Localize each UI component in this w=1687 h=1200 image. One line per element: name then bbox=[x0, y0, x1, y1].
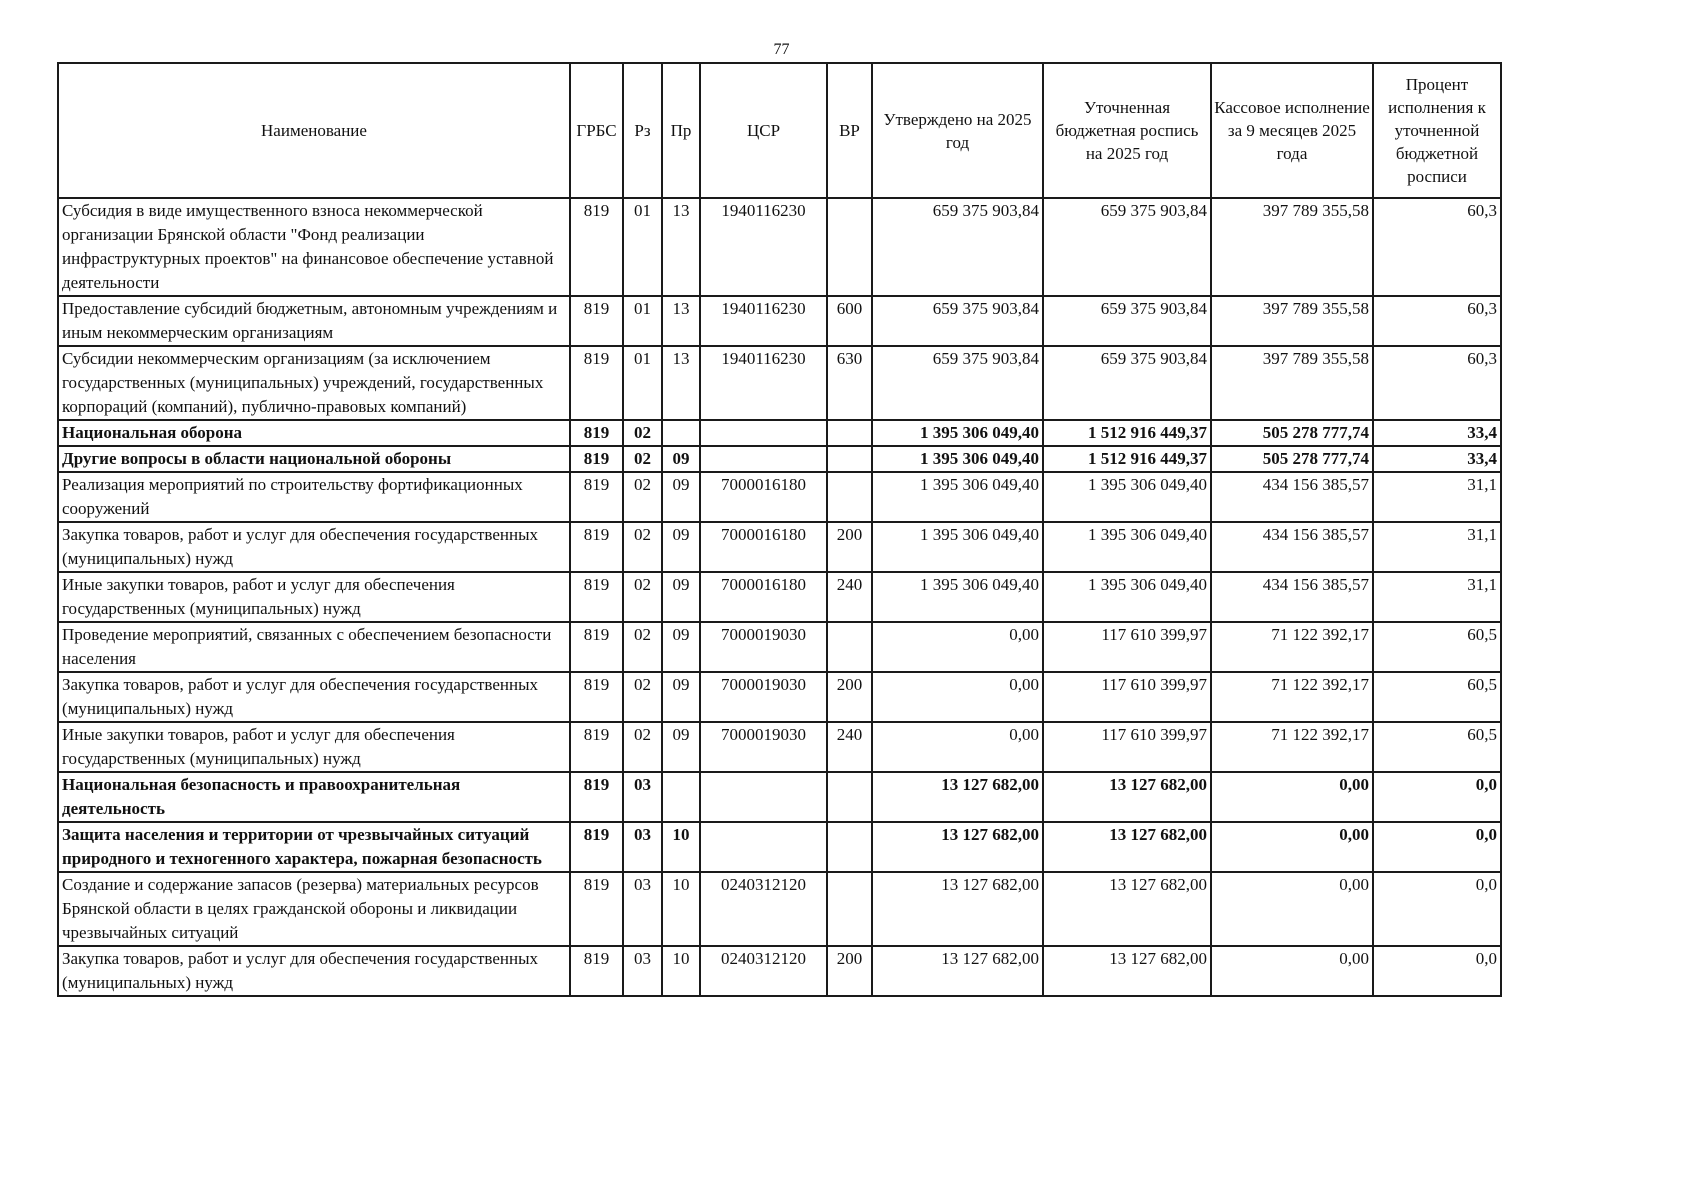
row-cash: 434 156 385,57 bbox=[1211, 572, 1373, 622]
table-header bbox=[58, 63, 1501, 198]
row-refined: 1 512 916 449,37 bbox=[1043, 420, 1211, 446]
row-grbs: 819 bbox=[570, 522, 623, 572]
row-approved: 659 375 903,84 bbox=[872, 198, 1043, 296]
row-cash: 397 789 355,58 bbox=[1211, 198, 1373, 296]
row-approved: 0,00 bbox=[872, 672, 1043, 722]
header-name: Наименование bbox=[58, 63, 570, 198]
row-csr: 7000019030 bbox=[700, 622, 827, 672]
row-csr: 1940116230 bbox=[700, 346, 827, 420]
row-name: Иные закупки товаров, работ и услуг для обеспечения государственных (муниципальных) нужд bbox=[58, 722, 570, 772]
row-csr: 1940116230 bbox=[700, 296, 827, 346]
table-row bbox=[58, 472, 1501, 522]
row-name: Субсидия в виде имущественного взноса некоммерческой организации Брянской области "Фонд реализации инфраструктурных проектов" на финансовое обеспечение уставной деятельности bbox=[58, 198, 570, 296]
row-vr bbox=[827, 446, 872, 472]
row-csr bbox=[700, 822, 827, 872]
row-pr: 09 bbox=[662, 622, 700, 672]
row-vr bbox=[827, 822, 872, 872]
row-percent: 31,1 bbox=[1373, 472, 1501, 522]
row-pr: 13 bbox=[662, 198, 700, 296]
table-row bbox=[58, 296, 1501, 346]
row-rz: 02 bbox=[623, 446, 662, 472]
row-pr bbox=[662, 420, 700, 446]
row-percent: 31,1 bbox=[1373, 522, 1501, 572]
row-csr: 7000016180 bbox=[700, 472, 827, 522]
row-grbs: 819 bbox=[570, 446, 623, 472]
row-cash: 71 122 392,17 bbox=[1211, 672, 1373, 722]
row-pr: 09 bbox=[662, 572, 700, 622]
row-name: Защита населения и территории от чрезвычайных ситуаций природного и техногенного характера, пожарная безопасность bbox=[58, 822, 570, 872]
row-name: Субсидии некоммерческим организациям (за исключением государственных (муниципальных) учреждений, государственных корпораций (компаний), публично-правовых компаний) bbox=[58, 346, 570, 420]
row-name: Предоставление субсидий бюджетным, автономным учреждениям и иным некоммерческим организациям bbox=[58, 296, 570, 346]
row-vr bbox=[827, 772, 872, 822]
row-csr bbox=[700, 772, 827, 822]
row-approved: 659 375 903,84 bbox=[872, 296, 1043, 346]
row-grbs: 819 bbox=[570, 296, 623, 346]
row-rz: 02 bbox=[623, 672, 662, 722]
row-percent: 0,0 bbox=[1373, 822, 1501, 872]
row-cash: 0,00 bbox=[1211, 772, 1373, 822]
row-refined: 1 395 306 049,40 bbox=[1043, 572, 1211, 622]
row-cash: 0,00 bbox=[1211, 822, 1373, 872]
row-cash: 434 156 385,57 bbox=[1211, 522, 1373, 572]
row-grbs: 819 bbox=[570, 420, 623, 446]
row-cash: 0,00 bbox=[1211, 872, 1373, 946]
row-name: Национальная оборона bbox=[58, 420, 570, 446]
row-rz: 02 bbox=[623, 622, 662, 672]
header-approved: Утверждено на 2025 год bbox=[872, 63, 1043, 198]
row-refined: 1 395 306 049,40 bbox=[1043, 472, 1211, 522]
row-name: Проведение мероприятий, связанных с обеспечением безопасности населения bbox=[58, 622, 570, 672]
row-refined: 117 610 399,97 bbox=[1043, 722, 1211, 772]
row-grbs: 819 bbox=[570, 198, 623, 296]
row-name: Создание и содержание запасов (резерва) материальных ресурсов Брянской области в целях гражданской обороны и ликвидации чрезвычайных ситуаций bbox=[58, 872, 570, 946]
row-grbs: 819 bbox=[570, 822, 623, 872]
row-rz: 03 bbox=[623, 772, 662, 822]
header-vr: ВР bbox=[827, 63, 872, 198]
row-cash: 71 122 392,17 bbox=[1211, 722, 1373, 772]
row-csr: 1940116230 bbox=[700, 198, 827, 296]
row-cash: 71 122 392,17 bbox=[1211, 622, 1373, 672]
row-approved: 1 395 306 049,40 bbox=[872, 522, 1043, 572]
row-approved: 1 395 306 049,40 bbox=[872, 472, 1043, 522]
row-refined: 659 375 903,84 bbox=[1043, 296, 1211, 346]
row-vr: 200 bbox=[827, 522, 872, 572]
table-row bbox=[58, 346, 1501, 420]
row-rz: 01 bbox=[623, 198, 662, 296]
row-vr: 200 bbox=[827, 672, 872, 722]
table-row bbox=[58, 198, 1501, 296]
row-percent: 0,0 bbox=[1373, 772, 1501, 822]
row-approved: 1 395 306 049,40 bbox=[872, 420, 1043, 446]
header-pr: Пр bbox=[662, 63, 700, 198]
row-pr: 10 bbox=[662, 946, 700, 996]
row-rz: 01 bbox=[623, 296, 662, 346]
row-refined: 659 375 903,84 bbox=[1043, 346, 1211, 420]
header-rz: Рз bbox=[623, 63, 662, 198]
row-csr bbox=[700, 420, 827, 446]
row-vr bbox=[827, 622, 872, 672]
row-csr: 7000016180 bbox=[700, 572, 827, 622]
row-pr: 13 bbox=[662, 346, 700, 420]
row-name: Другие вопросы в области национальной обороны bbox=[58, 446, 570, 472]
row-cash: 505 278 777,74 bbox=[1211, 420, 1373, 446]
row-approved: 1 395 306 049,40 bbox=[872, 572, 1043, 622]
row-vr bbox=[827, 420, 872, 446]
row-vr: 630 bbox=[827, 346, 872, 420]
row-grbs: 819 bbox=[570, 472, 623, 522]
row-rz: 02 bbox=[623, 420, 662, 446]
table-body bbox=[58, 198, 1501, 996]
row-percent: 60,5 bbox=[1373, 722, 1501, 772]
row-percent: 0,0 bbox=[1373, 946, 1501, 996]
row-vr bbox=[827, 198, 872, 296]
row-approved: 13 127 682,00 bbox=[872, 872, 1043, 946]
row-refined: 13 127 682,00 bbox=[1043, 772, 1211, 822]
row-grbs: 819 bbox=[570, 346, 623, 420]
row-approved: 13 127 682,00 bbox=[872, 946, 1043, 996]
row-name: Закупка товаров, работ и услуг для обеспечения государственных (муниципальных) нужд bbox=[58, 946, 570, 996]
row-cash: 434 156 385,57 bbox=[1211, 472, 1373, 522]
row-grbs: 819 bbox=[570, 722, 623, 772]
row-percent: 60,5 bbox=[1373, 672, 1501, 722]
row-rz: 02 bbox=[623, 572, 662, 622]
row-percent: 60,3 bbox=[1373, 296, 1501, 346]
row-csr: 7000016180 bbox=[700, 522, 827, 572]
row-percent: 33,4 bbox=[1373, 446, 1501, 472]
row-pr bbox=[662, 772, 700, 822]
row-refined: 117 610 399,97 bbox=[1043, 672, 1211, 722]
row-pr: 09 bbox=[662, 672, 700, 722]
page-number: 77 bbox=[773, 41, 790, 58]
row-refined: 13 127 682,00 bbox=[1043, 872, 1211, 946]
row-csr: 0240312120 bbox=[700, 872, 827, 946]
header-refined: Уточненная бюджетная роспись на 2025 год bbox=[1043, 63, 1211, 198]
row-refined: 659 375 903,84 bbox=[1043, 198, 1211, 296]
table-row bbox=[58, 420, 1501, 446]
row-csr: 7000019030 bbox=[700, 722, 827, 772]
row-vr: 240 bbox=[827, 722, 872, 772]
header-csr: ЦСР bbox=[700, 63, 827, 198]
row-refined: 13 127 682,00 bbox=[1043, 822, 1211, 872]
header-percent: Процент исполнения к уточненной бюджетной росписи bbox=[1373, 63, 1501, 198]
row-cash: 0,00 bbox=[1211, 946, 1373, 996]
row-rz: 02 bbox=[623, 472, 662, 522]
row-pr: 10 bbox=[662, 872, 700, 946]
header-cash: Кассовое исполнение за 9 месяцев 2025 года bbox=[1211, 63, 1373, 198]
row-cash: 397 789 355,58 bbox=[1211, 346, 1373, 420]
row-pr: 09 bbox=[662, 446, 700, 472]
row-rz: 02 bbox=[623, 722, 662, 772]
row-percent: 0,0 bbox=[1373, 872, 1501, 946]
row-name: Национальная безопасность и правоохранительная деятельность bbox=[58, 772, 570, 822]
row-grbs: 819 bbox=[570, 672, 623, 722]
row-approved: 0,00 bbox=[872, 722, 1043, 772]
row-vr: 600 bbox=[827, 296, 872, 346]
table-row bbox=[58, 522, 1501, 572]
row-name: Иные закупки товаров, работ и услуг для обеспечения государственных (муниципальных) нужд bbox=[58, 572, 570, 622]
table-row bbox=[58, 446, 1501, 472]
row-grbs: 819 bbox=[570, 772, 623, 822]
table-row bbox=[58, 622, 1501, 672]
row-grbs: 819 bbox=[570, 622, 623, 672]
row-approved: 13 127 682,00 bbox=[872, 772, 1043, 822]
table-row bbox=[58, 822, 1501, 872]
row-approved: 0,00 bbox=[872, 622, 1043, 672]
row-rz: 02 bbox=[623, 522, 662, 572]
row-pr: 09 bbox=[662, 522, 700, 572]
row-percent: 60,5 bbox=[1373, 622, 1501, 672]
row-percent: 60,3 bbox=[1373, 198, 1501, 296]
table-row bbox=[58, 772, 1501, 822]
row-approved: 659 375 903,84 bbox=[872, 346, 1043, 420]
row-rz: 03 bbox=[623, 822, 662, 872]
row-rz: 03 bbox=[623, 946, 662, 996]
row-approved: 1 395 306 049,40 bbox=[872, 446, 1043, 472]
row-cash: 505 278 777,74 bbox=[1211, 446, 1373, 472]
row-csr bbox=[700, 446, 827, 472]
row-csr: 7000019030 bbox=[700, 672, 827, 722]
row-percent: 33,4 bbox=[1373, 420, 1501, 446]
row-refined: 1 395 306 049,40 bbox=[1043, 522, 1211, 572]
row-grbs: 819 bbox=[570, 946, 623, 996]
row-rz: 03 bbox=[623, 872, 662, 946]
row-refined: 1 512 916 449,37 bbox=[1043, 446, 1211, 472]
table-row bbox=[58, 872, 1501, 946]
row-vr: 200 bbox=[827, 946, 872, 996]
row-grbs: 819 bbox=[570, 872, 623, 946]
row-pr: 09 bbox=[662, 472, 700, 522]
row-pr: 09 bbox=[662, 722, 700, 772]
row-csr: 0240312120 bbox=[700, 946, 827, 996]
row-percent: 60,3 bbox=[1373, 346, 1501, 420]
row-name: Закупка товаров, работ и услуг для обеспечения государственных (муниципальных) нужд bbox=[58, 672, 570, 722]
row-grbs: 819 bbox=[570, 572, 623, 622]
row-refined: 13 127 682,00 bbox=[1043, 946, 1211, 996]
row-refined: 117 610 399,97 bbox=[1043, 622, 1211, 672]
table-row bbox=[58, 946, 1501, 996]
budget-table bbox=[57, 62, 1502, 997]
row-vr bbox=[827, 872, 872, 946]
row-vr bbox=[827, 472, 872, 522]
row-cash: 397 789 355,58 bbox=[1211, 296, 1373, 346]
row-rz: 01 bbox=[623, 346, 662, 420]
table-row bbox=[58, 672, 1501, 722]
header-grbs: ГРБС bbox=[570, 63, 623, 198]
table-row bbox=[58, 572, 1501, 622]
table-row bbox=[58, 722, 1501, 772]
row-pr: 13 bbox=[662, 296, 700, 346]
row-vr: 240 bbox=[827, 572, 872, 622]
row-name: Закупка товаров, работ и услуг для обеспечения государственных (муниципальных) нужд bbox=[58, 522, 570, 572]
row-name: Реализация мероприятий по строительству фортификационных сооружений bbox=[58, 472, 570, 522]
row-percent: 31,1 bbox=[1373, 572, 1501, 622]
row-approved: 13 127 682,00 bbox=[872, 822, 1043, 872]
row-pr: 10 bbox=[662, 822, 700, 872]
